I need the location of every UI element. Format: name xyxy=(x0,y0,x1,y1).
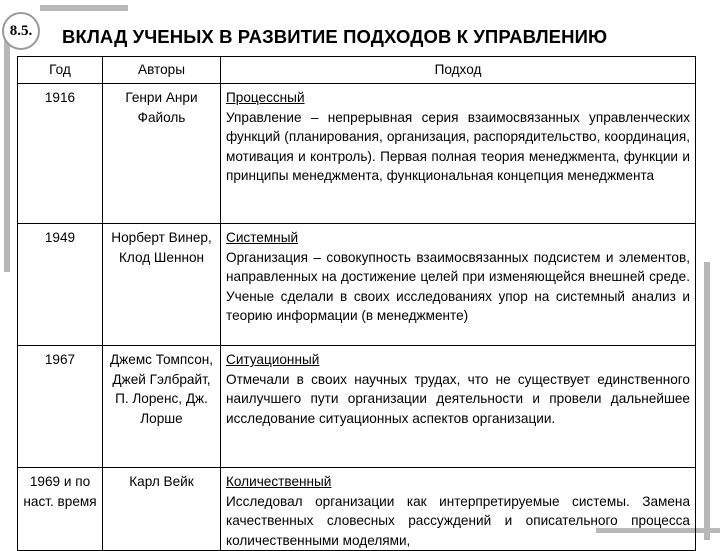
left-decor-bar xyxy=(4,40,10,272)
approach-description: Отмечали в своих научных трудах, что не существует единственного наилучшего пути организации деятельности и провели дальнейшее исследование ситуационных аспектов организации. xyxy=(226,371,690,426)
approach-title: Процессный xyxy=(226,90,305,105)
table-row xyxy=(18,346,696,468)
page-title: ВКЛАД УЧЕНЫХ В РАЗВИТИЕ ПОДХОДОВ К УПРАВЛЕНИЮ xyxy=(62,26,608,47)
right-decor-bar xyxy=(704,262,710,540)
column-header-authors: Авторы xyxy=(103,57,221,84)
top-decor-bar xyxy=(40,5,128,11)
authors-cell: Карл Вейк xyxy=(103,468,221,551)
authors-cell: Генри Анри Файоль xyxy=(103,84,221,224)
approach-description: Организация – совокупность взаимосвязанных подсистем и элементов, направленных на достижение целей при изменяющейся внешней среде. Ученые сделали в своих исследованиях упор на системный анализ и теорию информации (в менеджменте) xyxy=(226,249,690,324)
year-cell: 1949 xyxy=(18,224,103,346)
approach-description: Исследовал организации как интерпретируемые системы. Замена качественных словесных рассуждений и описательного процесса количественными моделями, xyxy=(226,493,690,548)
approach-description: Управление – непрерывная серия взаимосвязанных управленческих функций (планирования, организация, распорядительство, координация, мотивация и контроль). Первая полная теория менеджмента, функции и принципы менеджмента, функциональная концепция менеджмента xyxy=(226,109,690,184)
year-cell: 1969 и по наст. время xyxy=(18,468,103,551)
authors-cell: Норберт Винер, Клод Шеннон xyxy=(103,224,221,346)
table-row xyxy=(18,84,696,224)
approach-title: Ситуационный xyxy=(226,352,320,367)
approach-cell xyxy=(221,84,696,224)
year-cell: 1916 xyxy=(18,84,103,224)
approach-title: Системный xyxy=(226,230,299,245)
scientists-table xyxy=(17,56,696,551)
approach-cell xyxy=(221,224,696,346)
slide-number-badge: 8.5. xyxy=(2,12,40,50)
year-cell: 1967 xyxy=(18,346,103,468)
approach-cell xyxy=(221,346,696,468)
table-row xyxy=(18,224,696,346)
table-row xyxy=(18,468,696,551)
column-header-year: Год xyxy=(18,57,103,84)
authors-cell: Джемс Томпсон, Джей Гэлбрайт, П. Лоренс, Дж. Лорше xyxy=(103,346,221,468)
approach-title: Количественный xyxy=(226,474,332,489)
approach-cell xyxy=(221,468,696,551)
column-header-approach: Подход xyxy=(221,57,696,84)
table-header-row xyxy=(18,57,696,84)
